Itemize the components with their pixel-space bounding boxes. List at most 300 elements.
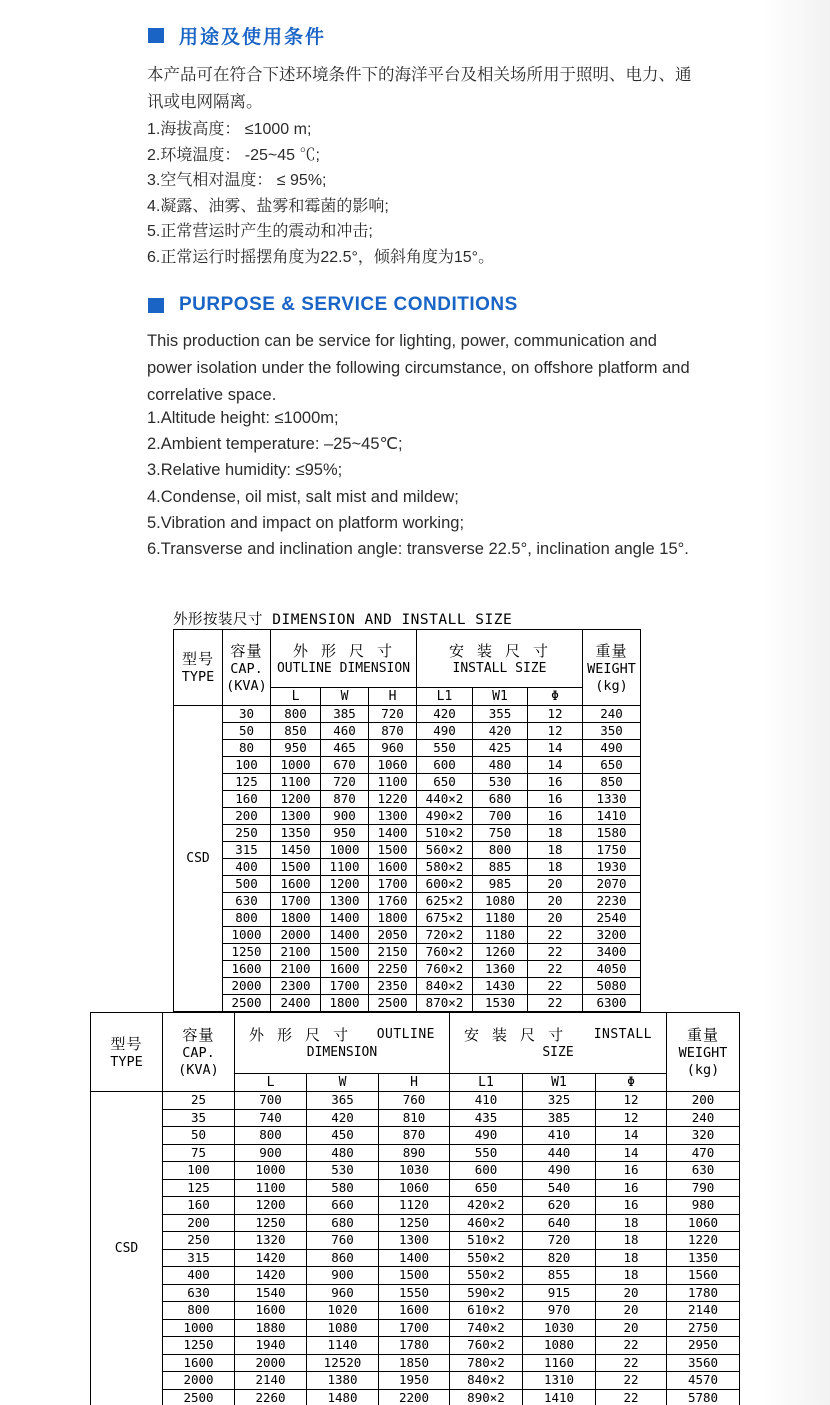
data-cell: 22 bbox=[596, 1337, 667, 1355]
data-cell: 950 bbox=[271, 740, 321, 757]
data-cell: 2500 bbox=[369, 995, 417, 1012]
en-condition-item: 2.Ambient temperature: –25~45℃; bbox=[147, 435, 403, 454]
data-cell: 22 bbox=[596, 1354, 667, 1372]
type-cell: CSD bbox=[91, 1092, 163, 1405]
data-cell: 1700 bbox=[379, 1319, 450, 1337]
data-cell: 1000 bbox=[163, 1319, 235, 1337]
data-cell: 2000 bbox=[163, 1372, 235, 1390]
table-row bbox=[174, 978, 641, 995]
data-cell: 550×2 bbox=[450, 1267, 523, 1285]
data-cell: 3200 bbox=[583, 927, 641, 944]
en-condition-item: 6.Transverse and inclination angle: transverse 22.5°, inclination angle 15°. bbox=[147, 540, 689, 559]
data-cell: 970 bbox=[523, 1302, 596, 1320]
table-row bbox=[174, 757, 641, 774]
data-cell: 600 bbox=[417, 757, 473, 774]
subcol-L: L bbox=[235, 1074, 307, 1092]
data-cell: 410 bbox=[450, 1092, 523, 1110]
data-cell: 1100 bbox=[321, 859, 369, 876]
data-cell: 760×2 bbox=[417, 944, 473, 961]
data-cell: 1300 bbox=[271, 808, 321, 825]
data-cell: 1410 bbox=[523, 1389, 596, 1405]
dimension-table-2 bbox=[90, 1012, 740, 1405]
table-row bbox=[174, 944, 641, 961]
data-cell: 1350 bbox=[667, 1249, 740, 1267]
data-cell: 12 bbox=[528, 706, 583, 723]
data-cell: 1200 bbox=[271, 791, 321, 808]
data-cell: 900 bbox=[321, 808, 369, 825]
data-cell: 18 bbox=[528, 825, 583, 842]
col-header-capacity: 容量 CAP. (KVA) bbox=[223, 630, 271, 706]
data-cell: 2140 bbox=[235, 1372, 307, 1390]
en-heading-text: PURPOSE & SERVICE CONDITIONS bbox=[179, 294, 518, 315]
data-cell: 16 bbox=[596, 1179, 667, 1197]
col-header-weight: 重量 WEIGHT (kg) bbox=[583, 630, 641, 706]
data-cell: 490 bbox=[583, 740, 641, 757]
data-cell: 4570 bbox=[667, 1372, 740, 1390]
section-heading-cn bbox=[148, 22, 326, 49]
cn-condition-item: 1.海拔高度： ≤1000 m; bbox=[147, 121, 312, 138]
table-row bbox=[174, 876, 641, 893]
data-cell: 20 bbox=[596, 1319, 667, 1337]
data-cell: 900 bbox=[235, 1144, 307, 1162]
data-cell: 18 bbox=[596, 1214, 667, 1232]
col-header-install-size: 安 装 尺 寸 INSTALL SIZE bbox=[450, 1013, 667, 1074]
data-cell: 590×2 bbox=[450, 1284, 523, 1302]
data-cell: 1420 bbox=[235, 1249, 307, 1267]
data-cell: 160 bbox=[223, 791, 271, 808]
data-cell: 240 bbox=[667, 1109, 740, 1127]
data-cell: 1120 bbox=[379, 1197, 450, 1215]
data-cell: 1350 bbox=[271, 825, 321, 842]
data-cell: 2000 bbox=[235, 1354, 307, 1372]
data-cell: 3560 bbox=[667, 1354, 740, 1372]
data-cell: 80 bbox=[223, 740, 271, 757]
cn-condition-item: 4.凝露、油雾、盐雾和霉菌的影响; bbox=[147, 197, 389, 215]
data-cell: 1930 bbox=[583, 859, 641, 876]
data-cell: 1420 bbox=[235, 1267, 307, 1285]
table-row bbox=[174, 740, 641, 757]
data-cell: 490×2 bbox=[417, 808, 473, 825]
data-cell: 1940 bbox=[235, 1337, 307, 1355]
data-cell: 1700 bbox=[321, 978, 369, 995]
data-cell: 365 bbox=[307, 1092, 379, 1110]
data-cell: 400 bbox=[163, 1267, 235, 1285]
data-cell: 855 bbox=[523, 1267, 596, 1285]
data-cell: 1220 bbox=[667, 1232, 740, 1250]
data-cell: 1300 bbox=[321, 893, 369, 910]
data-cell: 1060 bbox=[667, 1214, 740, 1232]
data-cell: 2070 bbox=[583, 876, 641, 893]
table-row bbox=[174, 995, 641, 1012]
data-cell: 985 bbox=[473, 876, 528, 893]
data-cell: 400 bbox=[223, 859, 271, 876]
data-cell: 2250 bbox=[369, 961, 417, 978]
data-cell: 5080 bbox=[583, 978, 641, 995]
data-cell: 700 bbox=[473, 808, 528, 825]
data-cell: 125 bbox=[223, 774, 271, 791]
section-heading-en bbox=[148, 294, 518, 316]
data-cell: 50 bbox=[163, 1127, 235, 1145]
table1-title: 外形按装尺寸 DIMENSION AND INSTALL SIZE bbox=[173, 612, 513, 628]
data-cell: 510×2 bbox=[417, 825, 473, 842]
data-cell: 960 bbox=[369, 740, 417, 757]
table-row bbox=[174, 893, 641, 910]
table-row bbox=[174, 774, 641, 791]
data-cell: 22 bbox=[528, 995, 583, 1012]
table-row bbox=[91, 1144, 740, 1162]
data-cell: 630 bbox=[163, 1284, 235, 1302]
subcol-L1: L1 bbox=[417, 688, 473, 706]
data-cell: 2100 bbox=[271, 961, 321, 978]
data-cell: 1600 bbox=[321, 961, 369, 978]
data-cell: 820 bbox=[523, 1249, 596, 1267]
data-cell: 1100 bbox=[235, 1179, 307, 1197]
data-cell: 315 bbox=[223, 842, 271, 859]
subcol-W: W bbox=[321, 688, 369, 706]
data-cell: 12 bbox=[528, 723, 583, 740]
data-cell: 350 bbox=[583, 723, 641, 740]
data-cell: 510×2 bbox=[450, 1232, 523, 1250]
data-cell: 22 bbox=[528, 927, 583, 944]
data-cell: 750 bbox=[473, 825, 528, 842]
data-cell: 1700 bbox=[369, 876, 417, 893]
table-row bbox=[174, 825, 641, 842]
data-cell: 760 bbox=[379, 1092, 450, 1110]
table2-body bbox=[91, 1092, 740, 1405]
table-row bbox=[91, 1109, 740, 1127]
data-cell: 650 bbox=[583, 757, 641, 774]
data-cell: 1540 bbox=[235, 1284, 307, 1302]
data-cell: 800 bbox=[271, 706, 321, 723]
data-cell: 435 bbox=[450, 1109, 523, 1127]
data-cell: 1600 bbox=[369, 859, 417, 876]
data-cell: 18 bbox=[528, 859, 583, 876]
data-cell: 840×2 bbox=[450, 1372, 523, 1390]
data-cell: 670 bbox=[321, 757, 369, 774]
data-cell: 900 bbox=[307, 1267, 379, 1285]
table-row bbox=[174, 808, 641, 825]
data-cell: 675×2 bbox=[417, 910, 473, 927]
data-cell: 12 bbox=[596, 1109, 667, 1127]
data-cell: 480 bbox=[473, 757, 528, 774]
data-cell: 420 bbox=[417, 706, 473, 723]
data-cell: 1450 bbox=[271, 842, 321, 859]
data-cell: 490 bbox=[523, 1162, 596, 1180]
data-cell: 1080 bbox=[307, 1319, 379, 1337]
data-cell: 470 bbox=[667, 1144, 740, 1162]
dimension-table-1 bbox=[173, 629, 641, 1012]
data-cell: 1780 bbox=[379, 1337, 450, 1355]
data-cell: 2140 bbox=[667, 1302, 740, 1320]
type-cell: CSD bbox=[174, 706, 223, 1012]
data-cell: 1220 bbox=[369, 791, 417, 808]
data-cell: 2150 bbox=[369, 944, 417, 961]
data-cell: 1400 bbox=[369, 825, 417, 842]
data-cell: 1060 bbox=[369, 757, 417, 774]
blue-square-bullet-icon bbox=[148, 28, 164, 43]
data-cell: 4050 bbox=[583, 961, 641, 978]
data-cell: 1760 bbox=[369, 893, 417, 910]
table1-body bbox=[174, 706, 641, 1012]
data-cell: 18 bbox=[596, 1249, 667, 1267]
data-cell: 20 bbox=[596, 1302, 667, 1320]
data-cell: 850 bbox=[583, 774, 641, 791]
cn-conditions-list bbox=[147, 117, 494, 271]
data-cell: 1080 bbox=[473, 893, 528, 910]
table-row bbox=[91, 1337, 740, 1355]
data-cell: 16 bbox=[528, 791, 583, 808]
data-cell: 420 bbox=[473, 723, 528, 740]
cn-paragraph: 本产品可在符合下述环境条件下的海洋平台及相关场所用于照明、电力、通讯或电网隔离。 bbox=[147, 66, 692, 111]
data-cell: 22 bbox=[528, 944, 583, 961]
data-cell: 720×2 bbox=[417, 927, 473, 944]
data-cell: 1850 bbox=[379, 1354, 450, 1372]
data-cell: 2230 bbox=[583, 893, 641, 910]
data-cell: 1180 bbox=[473, 910, 528, 927]
data-cell: 650 bbox=[450, 1179, 523, 1197]
data-cell: 1310 bbox=[523, 1372, 596, 1390]
data-cell: 580 bbox=[307, 1179, 379, 1197]
col-header-install-size: 安 装 尺 寸 INSTALL SIZE bbox=[417, 630, 583, 688]
data-cell: 1580 bbox=[583, 825, 641, 842]
data-cell: 1700 bbox=[271, 893, 321, 910]
data-cell: 1500 bbox=[369, 842, 417, 859]
data-cell: 810 bbox=[379, 1109, 450, 1127]
col-header-type: 型号 TYPE bbox=[91, 1013, 163, 1092]
data-cell: 860 bbox=[307, 1249, 379, 1267]
data-cell: 1600 bbox=[235, 1302, 307, 1320]
dimension-table-1-block bbox=[173, 611, 641, 1012]
data-cell: 1530 bbox=[473, 995, 528, 1012]
data-cell: 420 bbox=[307, 1109, 379, 1127]
data-cell: 35 bbox=[163, 1109, 235, 1127]
data-cell: 870×2 bbox=[417, 995, 473, 1012]
table-row bbox=[174, 859, 641, 876]
data-cell: 75 bbox=[163, 1144, 235, 1162]
data-cell: 20 bbox=[528, 876, 583, 893]
data-cell: 680 bbox=[473, 791, 528, 808]
data-cell: 22 bbox=[528, 961, 583, 978]
cn-condition-item: 5.正常营运时产生的震动和冲击; bbox=[147, 223, 373, 241]
data-cell: 650 bbox=[417, 774, 473, 791]
data-cell: 1400 bbox=[379, 1249, 450, 1267]
data-cell: 2540 bbox=[583, 910, 641, 927]
data-cell: 800 bbox=[235, 1127, 307, 1145]
en-condition-item: 1.Altitude height: ≤1000m; bbox=[147, 409, 339, 427]
data-cell: 14 bbox=[596, 1144, 667, 1162]
data-cell: 18 bbox=[596, 1232, 667, 1250]
table-row bbox=[174, 910, 641, 927]
table-row bbox=[91, 1372, 740, 1390]
subcol-H: H bbox=[379, 1074, 450, 1092]
data-cell: 325 bbox=[523, 1092, 596, 1110]
data-cell: 890 bbox=[379, 1144, 450, 1162]
data-cell: 1160 bbox=[523, 1354, 596, 1372]
en-conditions-list bbox=[147, 405, 689, 562]
data-cell: 550 bbox=[450, 1144, 523, 1162]
data-cell: 100 bbox=[223, 757, 271, 774]
subcol-L1: L1 bbox=[450, 1074, 523, 1092]
data-cell: 18 bbox=[528, 842, 583, 859]
data-cell: 1200 bbox=[235, 1197, 307, 1215]
data-cell: 530 bbox=[307, 1162, 379, 1180]
data-cell: 240 bbox=[583, 706, 641, 723]
data-cell: 425 bbox=[473, 740, 528, 757]
data-cell: 2050 bbox=[369, 927, 417, 944]
data-cell: 1400 bbox=[321, 910, 369, 927]
subcol-W1: W1 bbox=[523, 1074, 596, 1092]
data-cell: 625×2 bbox=[417, 893, 473, 910]
data-cell: 720 bbox=[523, 1232, 596, 1250]
data-cell: 780×2 bbox=[450, 1354, 523, 1372]
subcol-H: H bbox=[369, 688, 417, 706]
data-cell: 1800 bbox=[271, 910, 321, 927]
data-cell: 980 bbox=[667, 1197, 740, 1215]
data-cell: 580×2 bbox=[417, 859, 473, 876]
data-cell: 2750 bbox=[667, 1319, 740, 1337]
data-cell: 1600 bbox=[163, 1354, 235, 1372]
data-cell: 740×2 bbox=[450, 1319, 523, 1337]
en-condition-item: 4.Condense, oil mist, salt mist and mildew; bbox=[147, 487, 459, 506]
data-cell: 870 bbox=[369, 723, 417, 740]
data-cell: 30 bbox=[223, 706, 271, 723]
cn-condition-item: 6.正常运行时摇摆角度为22.5°，倾斜角度为15°。 bbox=[147, 248, 495, 266]
data-cell: 25 bbox=[163, 1092, 235, 1110]
table-row bbox=[91, 1179, 740, 1197]
data-cell: 850 bbox=[271, 723, 321, 740]
col-header-outline-dimension: 外 形 尺 寸 OUTLINE DIMENSION bbox=[271, 630, 417, 688]
data-cell: 480 bbox=[307, 1144, 379, 1162]
data-cell: 1300 bbox=[379, 1232, 450, 1250]
data-cell: 100 bbox=[163, 1162, 235, 1180]
data-cell: 450 bbox=[307, 1127, 379, 1145]
data-cell: 1330 bbox=[583, 791, 641, 808]
data-cell: 20 bbox=[596, 1284, 667, 1302]
subcol-L: L bbox=[271, 688, 321, 706]
cn-condition-item: 2.环境温度： -25~45 ℃; bbox=[147, 146, 320, 164]
data-cell: 1250 bbox=[223, 944, 271, 961]
data-cell: 1600 bbox=[379, 1302, 450, 1320]
data-cell: 890×2 bbox=[450, 1389, 523, 1405]
data-cell: 1380 bbox=[307, 1372, 379, 1390]
data-cell: 630 bbox=[223, 893, 271, 910]
data-cell: 660 bbox=[307, 1197, 379, 1215]
dimension-table-2-block bbox=[90, 1012, 740, 1405]
subcol-phi: Φ bbox=[596, 1074, 667, 1092]
data-cell: 16 bbox=[596, 1197, 667, 1215]
data-cell: 2000 bbox=[271, 927, 321, 944]
data-cell: 800 bbox=[473, 842, 528, 859]
data-cell: 420×2 bbox=[450, 1197, 523, 1215]
data-cell: 1060 bbox=[379, 1179, 450, 1197]
data-cell: 1780 bbox=[667, 1284, 740, 1302]
data-cell: 12520 bbox=[307, 1354, 379, 1372]
table-row bbox=[174, 927, 641, 944]
data-cell: 16 bbox=[528, 774, 583, 791]
data-cell: 620 bbox=[523, 1197, 596, 1215]
data-cell: 385 bbox=[523, 1109, 596, 1127]
data-cell: 1250 bbox=[163, 1337, 235, 1355]
data-cell: 1320 bbox=[235, 1232, 307, 1250]
table-row bbox=[91, 1319, 740, 1337]
data-cell: 2500 bbox=[223, 995, 271, 1012]
data-cell: 50 bbox=[223, 723, 271, 740]
data-cell: 1100 bbox=[271, 774, 321, 791]
en-paragraph: This production can be service for lighting, power, communication and power isolation under the following circumstance, on offshore platform and correlative space. bbox=[147, 332, 690, 404]
data-cell: 720 bbox=[369, 706, 417, 723]
data-cell: 125 bbox=[163, 1179, 235, 1197]
table-row bbox=[91, 1302, 740, 1320]
data-cell: 2300 bbox=[271, 978, 321, 995]
table-row bbox=[91, 1214, 740, 1232]
data-cell: 760×2 bbox=[450, 1337, 523, 1355]
data-cell: 790 bbox=[667, 1179, 740, 1197]
data-cell: 16 bbox=[528, 808, 583, 825]
data-cell: 2000 bbox=[223, 978, 271, 995]
data-cell: 1250 bbox=[235, 1214, 307, 1232]
data-cell: 2260 bbox=[235, 1389, 307, 1405]
data-cell: 740 bbox=[235, 1109, 307, 1127]
data-cell: 2200 bbox=[379, 1389, 450, 1405]
data-cell: 200 bbox=[163, 1214, 235, 1232]
data-cell: 250 bbox=[223, 825, 271, 842]
data-cell: 720 bbox=[321, 774, 369, 791]
table-row bbox=[91, 1092, 740, 1110]
table-row bbox=[91, 1162, 740, 1180]
data-cell: 1550 bbox=[379, 1284, 450, 1302]
data-cell: 1000 bbox=[271, 757, 321, 774]
data-cell: 630 bbox=[667, 1162, 740, 1180]
data-cell: 2500 bbox=[163, 1389, 235, 1405]
data-cell: 870 bbox=[321, 791, 369, 808]
data-cell: 1560 bbox=[667, 1267, 740, 1285]
data-cell: 885 bbox=[473, 859, 528, 876]
data-cell: 760×2 bbox=[417, 961, 473, 978]
data-cell: 18 bbox=[596, 1267, 667, 1285]
subcol-W1: W1 bbox=[473, 688, 528, 706]
table-row bbox=[174, 961, 641, 978]
cn-heading-text: 用途及使用条件 bbox=[179, 27, 327, 48]
data-cell: 22 bbox=[596, 1372, 667, 1390]
data-cell: 1200 bbox=[321, 876, 369, 893]
data-cell: 550 bbox=[417, 740, 473, 757]
data-cell: 1000 bbox=[235, 1162, 307, 1180]
table-row bbox=[91, 1249, 740, 1267]
data-cell: 915 bbox=[523, 1284, 596, 1302]
data-cell: 20 bbox=[528, 893, 583, 910]
data-cell: 460×2 bbox=[450, 1214, 523, 1232]
data-cell: 1750 bbox=[583, 842, 641, 859]
data-cell: 385 bbox=[321, 706, 369, 723]
data-cell: 14 bbox=[528, 757, 583, 774]
data-cell: 760 bbox=[307, 1232, 379, 1250]
data-cell: 200 bbox=[667, 1092, 740, 1110]
data-cell: 960 bbox=[307, 1284, 379, 1302]
data-cell: 2400 bbox=[271, 995, 321, 1012]
table1-header-group-row bbox=[174, 630, 641, 688]
data-cell: 530 bbox=[473, 774, 528, 791]
data-cell: 800 bbox=[223, 910, 271, 927]
table-row bbox=[91, 1267, 740, 1285]
col-header-weight: 重量 WEIGHT (kg) bbox=[667, 1013, 740, 1092]
data-cell: 550×2 bbox=[450, 1249, 523, 1267]
data-cell: 14 bbox=[596, 1127, 667, 1145]
data-cell: 2350 bbox=[369, 978, 417, 995]
data-cell: 1300 bbox=[369, 808, 417, 825]
data-cell: 1100 bbox=[369, 774, 417, 791]
data-cell: 440×2 bbox=[417, 791, 473, 808]
data-cell: 870 bbox=[379, 1127, 450, 1145]
